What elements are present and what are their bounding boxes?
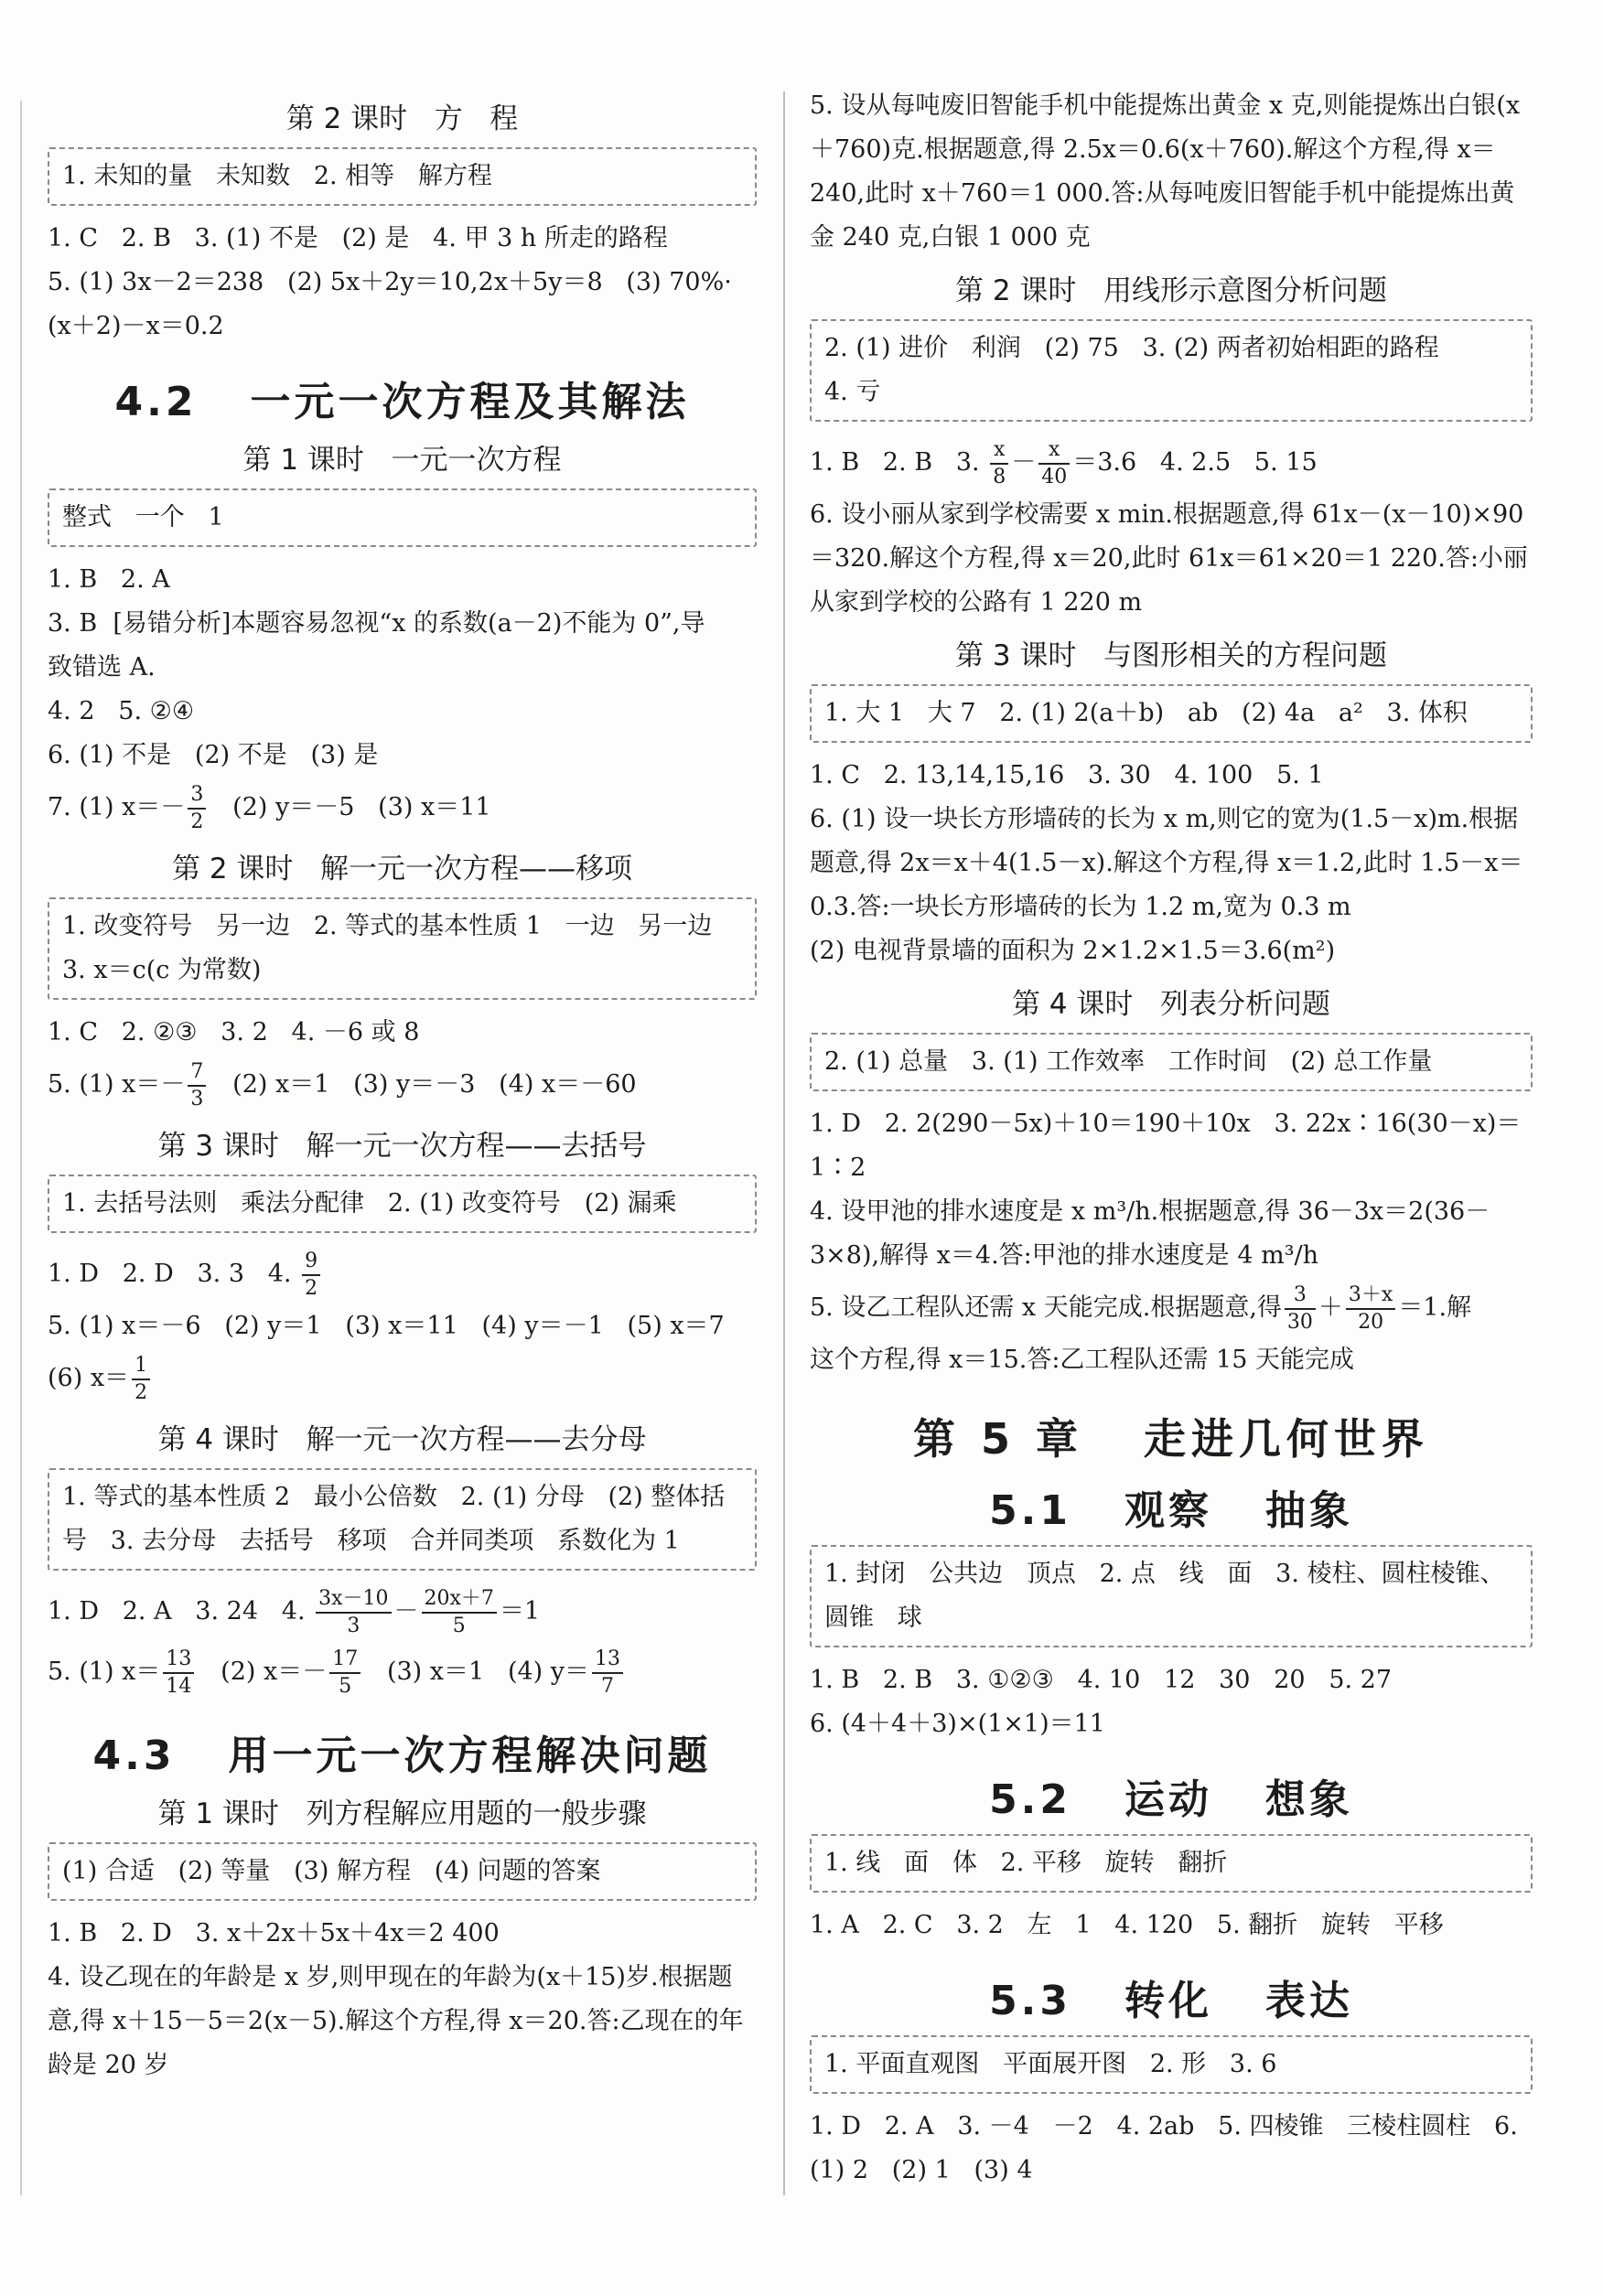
numerator: 3x－10 [316,1586,391,1614]
preview-box: 1. 大 1 大 7 2. (1) 2(a＋b) ab (2) 4a a² 3. 体积 [810,684,1533,743]
answer-line: 1. B 2. B 3. ①②③ 4. 10 12 30 20 5. 27 [810,1666,1393,1694]
fraction [188,1059,206,1112]
answer-line: 6. 设小丽从家到学校需要 x min.根据题意,得 61x－(x－10)×90＝320.解这个方程,得 x＝20,此时 61x＝61×20＝1 220.答:小丽从家到学校的公路有 1 220 m [810,500,1528,617]
answer-line: 1. D 2. A 3. －4 －2 4. 2ab 5. 四棱锥 三棱柱圆柱 6. (1) 2 (2) 1 (3) 4 [810,2112,1526,2184]
preview-box: 1. 未知的量 未知数 2. 相等 解方程 [48,147,757,206]
right-column [810,84,1533,2193]
answer-line: 3. B [易错分析]本题容易忽视“x 的系数(a－2)不能为 0”,导 [48,609,705,638]
answer-line [48,1244,757,1304]
answer-line: 1. C 2. B 3. (1) 不是 (2) 是 4. 甲 3 h 所走的路程 [48,224,668,252]
denominator: 3 [190,1087,204,1110]
fraction [422,1586,497,1639]
chapter-title: 第 5 章 走进几何世界 [912,1414,1430,1464]
numerator: 3＋x [1346,1282,1395,1310]
answer-text: ＝1 [499,1597,541,1625]
lesson-title: 第 3 课时 解一元一次方程——去括号 [157,1130,647,1163]
answer-text: (6) x＝ [48,1364,130,1392]
lesson-title: 第 4 课时 解一元一次方程——去分母 [157,1423,647,1456]
denominator: 14 [166,1674,192,1698]
answer-line: 4. 设甲池的排水速度是 x m³/h.根据题意,得 36－3x＝2(36－3×8),解得 x＝4.答:甲池的排水速度是 4 m³/h [810,1197,1490,1270]
answer-line [48,1582,757,1642]
lesson-title: 第 1 课时 一元一次方程 [242,444,562,477]
numerator: 17 [329,1647,360,1674]
answer-text: 1. D 2. A 3. 24 4. [48,1597,314,1625]
answer-line [48,1642,757,1702]
preview-box: 1. 去括号法则 乘法分配律 2. (1) 改变符号 (2) 漏乘 [48,1175,757,1233]
lesson-title: 第 2 课时 解一元一次方程——移项 [172,853,632,885]
answer-text: ＝3.6 4. 2.5 5. 15 [1072,448,1318,477]
denominator: 30 [1286,1310,1313,1334]
preview-box: 整式 一个 1 [48,488,757,547]
answer-text: 1. D 2. D 3. 3 4. [48,1260,300,1288]
numerator: 13 [592,1647,623,1674]
denominator: 2 [305,1276,318,1300]
denominator: 2 [190,810,204,833]
answer-text: 7. (1) x＝－ [48,793,186,821]
answer-line: 6. (4＋4＋3)×(1×1)＝11 [810,1710,1105,1738]
numerator: 20x＋7 [422,1586,497,1614]
lesson-title: 第 4 课时 列表分析问题 [1012,988,1330,1021]
answer-line: (x＋2)－x＝0.2 [48,312,224,340]
answer-line [810,433,1533,493]
answer-text: (2) y＝－5 (3) x＝11 [209,793,491,821]
preview-box: 1. 线 面 体 2. 平移 旋转 翻折 [810,1834,1533,1893]
fraction [163,1647,194,1700]
numerator: 3 [188,782,206,810]
answer-text: (2) x＝－ [197,1658,328,1686]
fraction [329,1647,360,1700]
denominator: 20 [1358,1310,1384,1334]
denominator: 2 [134,1380,148,1404]
answer-line [48,1348,757,1409]
numerator: x [990,437,1008,465]
fraction [1038,437,1070,490]
preview-box: 2. (1) 总量 3. (1) 工作效率 工作时间 (2) 总工作量 [810,1033,1533,1091]
answer-line: 1. D 2. 2(290－5x)＋10＝190＋10x 3. 22x∶16(30－x)＝1∶2 [810,1110,1522,1182]
section-title: 5.1 观察 抽象 [989,1487,1353,1534]
numerator: 1 [132,1353,150,1380]
column-divider [783,91,785,2195]
denominator: 40 [1041,465,1068,488]
numerator: 9 [302,1249,320,1276]
answer-text: ＝1.解 [1398,1293,1472,1322]
denominator: 3 [347,1614,360,1637]
answer-line [48,778,757,838]
preview-box: 1. 平面直观图 平面展开图 2. 形 3. 6 [810,2035,1533,2094]
answer-line: 1. C 2. ②③ 3. 2 4. －6 或 8 [48,1018,420,1046]
preview-box: 2. (1) 进价 利润 (2) 75 3. (2) 两者初始相距的路程 4. 亏 [810,319,1533,422]
section-title: 4.3 用一元一次方程解决问题 [92,1733,712,1779]
preview-box: 1. 等式的基本性质 2 最小公倍数 2. (1) 分母 (2) 整体括号 3. 去分母 去括号 移项 合并同类项 系数化为 1 [48,1468,757,1571]
answer-line: (2) 电视背景墙的面积为 2×1.2×1.5＝3.6(m²) [810,937,1336,965]
answer-line [810,1278,1533,1338]
fraction [592,1647,623,1700]
preview-box: 1. 封闭 公共边 顶点 2. 点 线 面 3. 棱柱、圆柱棱锥、圆锥 球 [810,1545,1533,1647]
numerator: x [1038,437,1070,465]
answer-text: 1. B 2. B 3. [810,448,988,477]
fraction [990,437,1008,490]
answer-text: － [393,1597,419,1625]
answer-line: 4. 2 5. ②④ [48,697,195,725]
answer-line: 6. (1) 设一块长方形墙砖的长为 x m,则它的宽为(1.5－x)m.根据题意,得 2x＝x＋4(1.5－x).解这个方程,得 x＝1.2,此时 1.5－x＝0.3.答:一块长方形墙砖的长为 1.2 m,宽为 0.3 m [810,805,1523,921]
answer-line: 1. C 2. 13,14,15,16 3. 30 4. 100 5. 1 [810,761,1324,789]
answer-text: 5. 设乙工程队还需 x 天能完成.根据题意,得 [810,1293,1282,1322]
answer-text: 5. (1) x＝ [48,1658,161,1686]
answer-line: 5. 设从每吨废旧智能手机中能提炼出黄金 x 克,则能提炼出白银(x＋760)克.根据题意,得 2.5x＝0.6(x＋760).解这个方程,得 x＝240,此时 x＋760＝1 000.答:从每吨废旧智能手机中能提炼出黄金 240 克,白银 1 000 克 [810,91,1521,252]
denominator: 7 [601,1674,615,1698]
answer-line: 5. (1) x＝－6 (2) y＝1 (3) x＝11 (4) y＝－1 (5) x＝7 [48,1312,725,1340]
answer-text: － [1011,448,1037,477]
section-title: 4.2 一元一次方程及其解法 [114,379,690,425]
answer-line: 致错选 A. [48,653,156,681]
answer-text: 5. (1) x＝－ [48,1070,186,1099]
answer-line: 5. (1) 3x－2＝238 (2) 5x＋2y＝10,2x＋5y＝8 (3) 70%· [48,268,732,296]
denominator: 5 [452,1614,466,1637]
answer-line: 1. B 2. D 3. x＋2x＋5x＋4x＝2 400 [48,1919,500,1947]
answer-line: 4. 设乙现在的年龄是 x 岁,则甲现在的年龄为(x＋15)岁.根据题意,得 x＋15－5＝2(x－5).解这个方程,得 x＝20.答:乙现在的年龄是 20 岁 [48,1963,744,2079]
denominator: 5 [339,1674,352,1698]
answer-line: 1. A 2. C 3. 2 左 1 4. 120 5. 翻折 旋转 平移 [810,1911,1444,1939]
lesson-title: 第 2 课时 用线形示意图分析问题 [955,274,1387,307]
fraction [316,1586,391,1639]
fraction [188,782,206,835]
lesson-title: 第 1 课时 列方程解应用题的一般步骤 [157,1797,647,1830]
answer-line: 6. (1) 不是 (2) 不是 (3) 是 [48,741,379,769]
answer-line [48,1055,757,1115]
preview-box: (1) 合适 (2) 等量 (3) 解方程 (4) 问题的答案 [48,1842,757,1901]
lesson-title: 第 3 课时 与图形相关的方程问题 [955,639,1387,672]
lesson-title: 第 2 课时 方 程 [285,102,519,135]
answer-text: (3) x＝1 (4) y＝ [363,1658,590,1686]
left-column [48,84,757,2087]
fraction [1285,1282,1316,1336]
fraction [302,1249,320,1302]
answer-line: 这个方程,得 x＝15.答:乙工程队还需 15 天能完成 [810,1346,1354,1374]
numerator: 13 [163,1647,194,1674]
answer-text: ＋ [1318,1293,1343,1322]
numerator: 3 [1285,1282,1316,1310]
numerator: 7 [188,1059,206,1087]
answer-line: 1. B 2. A [48,565,170,594]
page-edge-line [20,101,22,2195]
fraction [1346,1282,1395,1336]
fraction [132,1353,150,1406]
section-title: 5.2 运动 想象 [989,1776,1353,1823]
section-title: 5.3 转化 表达 [989,1978,1353,2024]
denominator: 8 [993,465,1006,488]
preview-box: 1. 改变符号 另一边 2. 等式的基本性质 1 一边 另一边 3. x＝c(c 为常数) [48,897,757,1000]
answer-text: (2) x＝1 (3) y＝－3 (4) x＝－60 [209,1070,637,1099]
